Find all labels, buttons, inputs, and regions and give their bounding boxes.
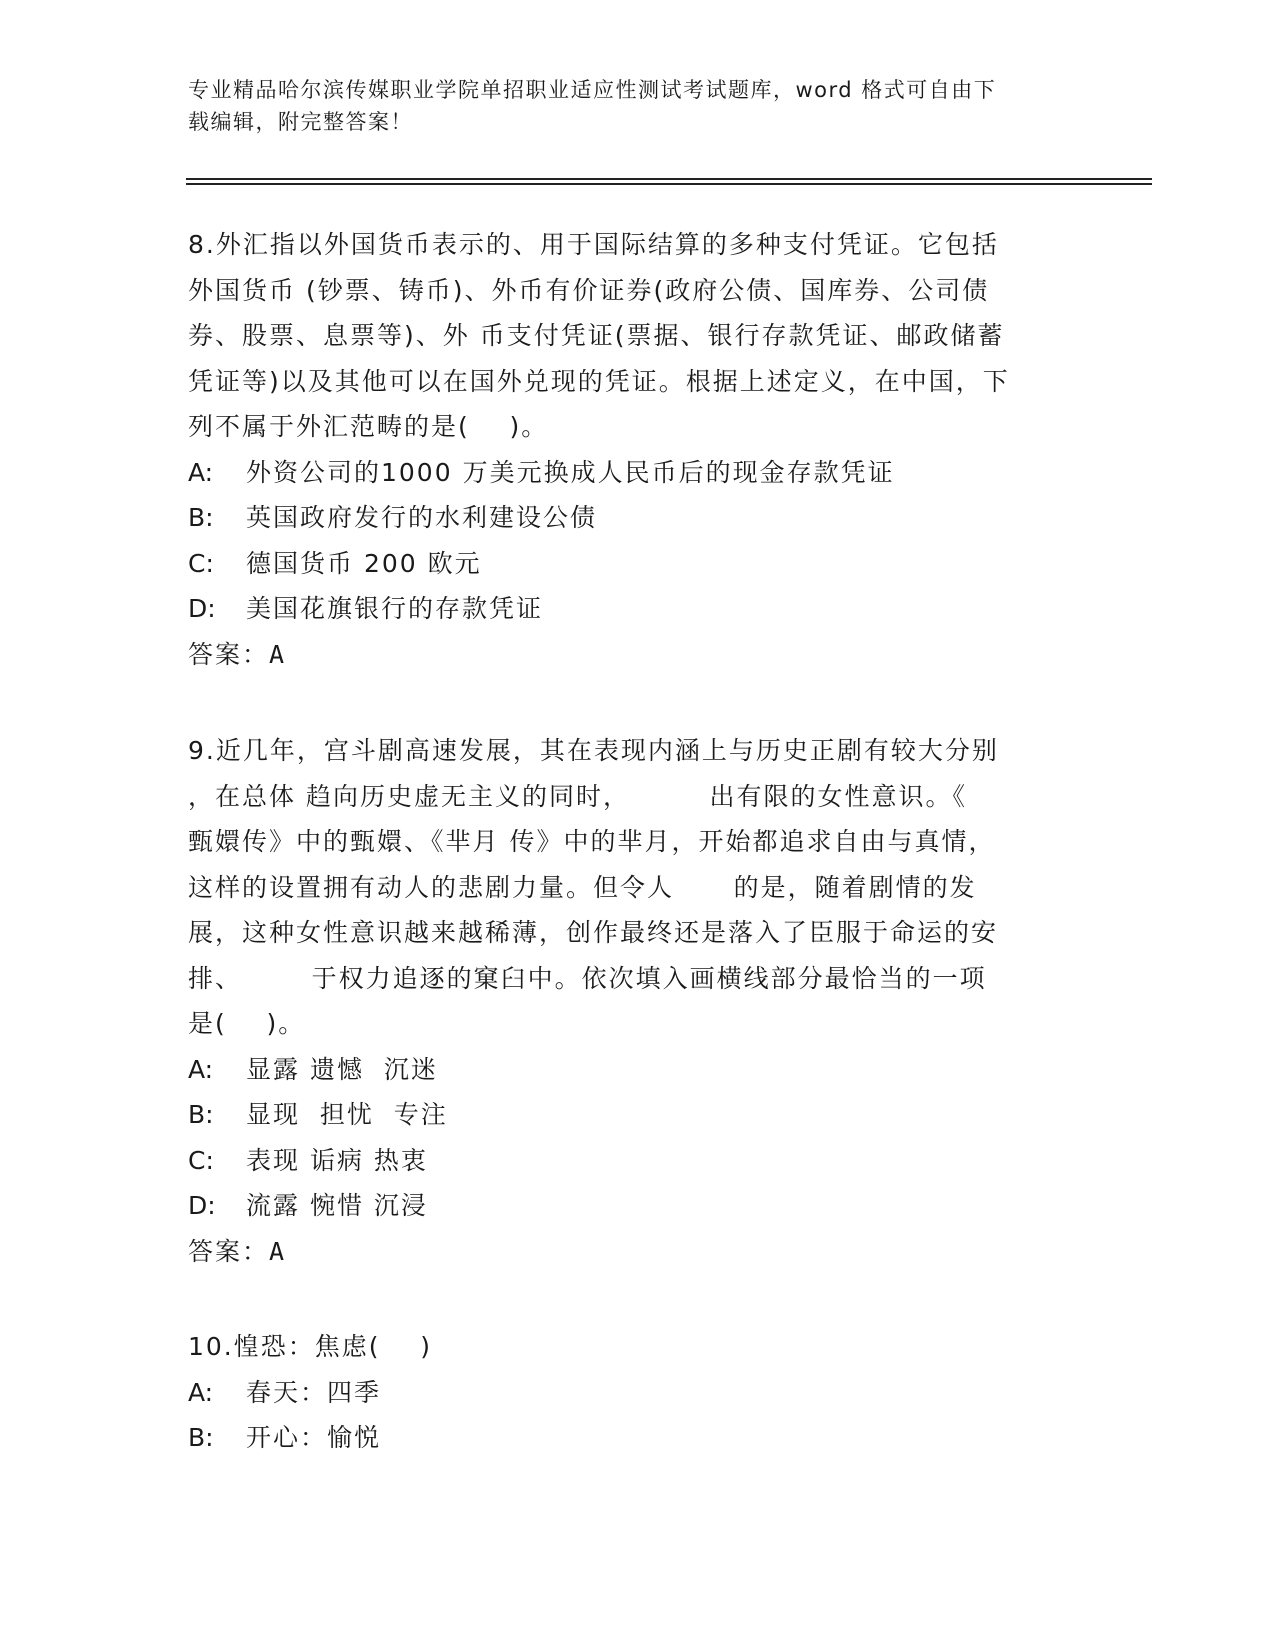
option-text: 显现 担忧 专注 (246, 1100, 448, 1129)
option-b (188, 1415, 1078, 1461)
option-label: C: (188, 548, 214, 578)
header-line-2: 载编辑，附完整答案！ (188, 110, 413, 134)
stem-line: 凭证等)以及其他可以在国外兑现的凭证。根据上述定义，在中国，下 (188, 366, 1010, 396)
document-header (188, 74, 1068, 138)
stem-line: 展，这种女性意识越来越稀薄，创作最终还是落入了臣服于命运的安 (188, 918, 999, 947)
question-stem (188, 222, 1078, 450)
option-label: B: (188, 1423, 214, 1452)
stem-line: 9.近几年，宫斗剧高速发展，其在表现内涵上与历史正剧有较大分别 (188, 736, 999, 765)
stem-line: 券、股票、息票等)、外 币支付凭证(票据、银行存款凭证、邮政储蓄 (188, 321, 1005, 350)
option-label: D: (188, 1191, 216, 1220)
question-9 (188, 728, 1078, 1274)
answer: 答案：A (188, 1236, 287, 1266)
option-c (188, 541, 1078, 587)
stem-line: 列不属于外汇范畴的是( )。 (188, 412, 549, 441)
question-8 (188, 222, 1078, 677)
answer: 答案：A (188, 639, 287, 669)
option-b (188, 1092, 1078, 1138)
stem-line: ，在总体 趋向历史虚无主义的同时， 出有限的女性意识。《 (188, 781, 968, 811)
question-stem (188, 728, 1078, 1047)
stem-line: 8.外汇指以外国货币表示的、用于国际结算的多种支付凭证。它包括 (188, 230, 999, 259)
header-divider-bottom (186, 183, 1152, 185)
question-10 (188, 1324, 1078, 1461)
option-a (188, 450, 1078, 496)
option-text: 表现 诟病 热衷 (246, 1145, 428, 1175)
stem-line: 甄嬛传》中的甄嬛、《芈月 传》中的芈月，开始都追求自由与真情， (188, 827, 996, 856)
option-text: 开心：愉悦 (246, 1423, 382, 1452)
header-divider-top (186, 178, 1152, 180)
option-d (188, 586, 1078, 632)
option-a (188, 1047, 1078, 1093)
option-d (188, 1183, 1078, 1229)
option-b (188, 495, 1078, 541)
question-stem (188, 1324, 1078, 1370)
option-label: A: (188, 1054, 214, 1084)
option-c (188, 1138, 1078, 1184)
stem-line: 是( )。 (188, 1009, 306, 1038)
stem-line: 外国货币 (钞票、铸币)、外币有价证券(政府公债、国库券、公司债 (188, 275, 990, 305)
option-label: A: (188, 1377, 214, 1407)
stem-line: 10.惶恐：焦虑( ) (188, 1332, 433, 1361)
option-text: 显露 遗憾 沉迷 (246, 1054, 438, 1084)
option-a (188, 1370, 1078, 1416)
option-label: D: (188, 594, 216, 623)
option-text: 美国花旗银行的存款凭证 (246, 594, 544, 623)
option-text: 春天：四季 (246, 1377, 382, 1407)
option-text: 英国政府发行的水利建设公债 (246, 503, 598, 532)
stem-line: 这样的设置拥有动人的悲剧力量。但令人 的是，随着剧情的发 (188, 872, 977, 902)
option-text: 外资公司的1000 万美元换成人民币后的现金存款凭证 (246, 457, 895, 487)
option-label: A: (188, 457, 214, 487)
option-text: 德国货币 200 欧元 (246, 548, 482, 578)
option-text: 流露 惋惜 沉浸 (246, 1191, 428, 1220)
option-label: B: (188, 1100, 214, 1129)
header-line-1: 专业精品哈尔滨传媒职业学院单招职业适应性测试考试题库，word 格式可自由下 (188, 78, 997, 102)
option-label: C: (188, 1145, 214, 1175)
option-label: B: (188, 503, 214, 532)
stem-line: 排、 于权力追逐的窠臼中。依次填入画横线部分最恰当的一项 (188, 963, 987, 993)
